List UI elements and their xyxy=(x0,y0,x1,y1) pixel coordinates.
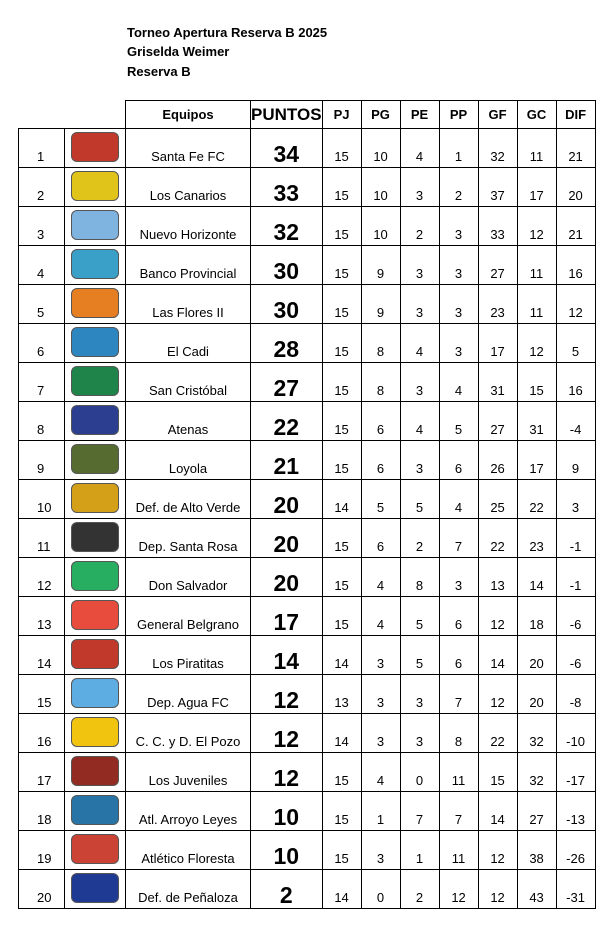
cell-pj: 15 xyxy=(322,129,361,168)
cell-pp: 3 xyxy=(439,285,478,324)
table-row xyxy=(19,285,596,324)
cell-gf: 17 xyxy=(478,324,517,363)
cell-pts: 20 xyxy=(251,558,323,597)
team-crest-cell xyxy=(65,480,126,519)
cell-pos: 14 xyxy=(19,636,65,675)
team-crest-cell xyxy=(65,324,126,363)
cell-gc: 15 xyxy=(517,363,556,402)
cell-gf: 25 xyxy=(478,480,517,519)
cell-pts: 34 xyxy=(251,129,323,168)
cell-dif: -8 xyxy=(556,675,595,714)
cell-pe: 5 xyxy=(400,636,439,675)
cell-team: Atenas xyxy=(126,402,251,441)
cell-pj: 15 xyxy=(322,441,361,480)
cell-team: General Belgrano xyxy=(126,597,251,636)
team-crest-icon xyxy=(71,834,119,864)
cell-dif: 21 xyxy=(556,207,595,246)
cell-pos: 13 xyxy=(19,597,65,636)
cell-gc: 31 xyxy=(517,402,556,441)
cell-pe: 2 xyxy=(400,870,439,909)
team-crest-cell xyxy=(65,675,126,714)
cell-pe: 4 xyxy=(400,129,439,168)
cell-pts: 12 xyxy=(251,753,323,792)
cell-team: Banco Provincial xyxy=(126,246,251,285)
cell-gc: 32 xyxy=(517,714,556,753)
team-crest-cell xyxy=(65,246,126,285)
table-row xyxy=(19,870,596,909)
team-crest-icon xyxy=(71,366,119,396)
cell-pp: 4 xyxy=(439,480,478,519)
cell-gf: 13 xyxy=(478,558,517,597)
cell-gf: 26 xyxy=(478,441,517,480)
team-crest-icon xyxy=(71,483,119,513)
cell-pg: 8 xyxy=(361,363,400,402)
table-row xyxy=(19,363,596,402)
cell-gf: 12 xyxy=(478,870,517,909)
table-row xyxy=(19,168,596,207)
header-blank xyxy=(19,101,126,129)
cell-team: Los Piratitas xyxy=(126,636,251,675)
cell-pp: 11 xyxy=(439,753,478,792)
table-row xyxy=(19,792,596,831)
cell-pg: 4 xyxy=(361,597,400,636)
cell-pts: 33 xyxy=(251,168,323,207)
cell-pj: 15 xyxy=(322,324,361,363)
cell-pos: 18 xyxy=(19,792,65,831)
team-crest-icon xyxy=(71,717,119,747)
cell-pts: 21 xyxy=(251,441,323,480)
table-row xyxy=(19,441,596,480)
col-pj: PJ xyxy=(322,101,361,129)
team-crest-cell xyxy=(65,519,126,558)
cell-gc: 38 xyxy=(517,831,556,870)
cell-pos: 12 xyxy=(19,558,65,597)
cell-dif: -4 xyxy=(556,402,595,441)
category-name: Reserva B xyxy=(127,64,191,79)
cell-gc: 12 xyxy=(517,207,556,246)
cell-gf: 15 xyxy=(478,753,517,792)
cell-dif: 9 xyxy=(556,441,595,480)
tournament-title: Torneo Apertura Reserva B 2025 xyxy=(127,25,328,40)
cell-pos: 19 xyxy=(19,831,65,870)
table-row xyxy=(19,324,596,363)
cell-pj: 15 xyxy=(322,792,361,831)
cell-pe: 2 xyxy=(400,519,439,558)
cell-dif: 16 xyxy=(556,363,595,402)
cell-pos: 3 xyxy=(19,207,65,246)
cell-dif: -6 xyxy=(556,636,595,675)
cell-gf: 14 xyxy=(478,792,517,831)
cell-dif: -6 xyxy=(556,597,595,636)
cell-team: Las Flores II xyxy=(126,285,251,324)
cell-pj: 15 xyxy=(322,285,361,324)
cell-pj: 15 xyxy=(322,753,361,792)
cell-pe: 3 xyxy=(400,363,439,402)
team-crest-icon xyxy=(71,639,119,669)
cell-pg: 5 xyxy=(361,480,400,519)
cell-dif: 12 xyxy=(556,285,595,324)
cell-pts: 27 xyxy=(251,363,323,402)
cell-dif: -31 xyxy=(556,870,595,909)
cell-dif: 16 xyxy=(556,246,595,285)
cell-pg: 6 xyxy=(361,519,400,558)
cell-pp: 6 xyxy=(439,441,478,480)
cell-pts: 17 xyxy=(251,597,323,636)
cell-team: Def. de Alto Verde xyxy=(126,480,251,519)
cell-dif: 5 xyxy=(556,324,595,363)
cell-pos: 10 xyxy=(19,480,65,519)
cell-pos: 17 xyxy=(19,753,65,792)
cell-pp: 3 xyxy=(439,207,478,246)
cell-pg: 6 xyxy=(361,441,400,480)
cell-pp: 7 xyxy=(439,675,478,714)
team-crest-cell xyxy=(65,597,126,636)
cell-dif: 21 xyxy=(556,129,595,168)
cell-pts: 14 xyxy=(251,636,323,675)
cell-pe: 3 xyxy=(400,285,439,324)
cell-pe: 4 xyxy=(400,324,439,363)
cell-pts: 12 xyxy=(251,714,323,753)
cell-pe: 3 xyxy=(400,441,439,480)
cell-pp: 8 xyxy=(439,714,478,753)
team-crest-icon xyxy=(71,561,119,591)
team-crest-icon xyxy=(71,132,119,162)
cell-pj: 15 xyxy=(322,831,361,870)
cell-gf: 37 xyxy=(478,168,517,207)
cell-gc: 14 xyxy=(517,558,556,597)
team-crest-icon xyxy=(71,873,119,903)
cell-pe: 3 xyxy=(400,168,439,207)
team-crest-cell xyxy=(65,792,126,831)
cell-pg: 10 xyxy=(361,129,400,168)
cell-pp: 7 xyxy=(439,519,478,558)
cell-pos: 16 xyxy=(19,714,65,753)
cell-pj: 15 xyxy=(322,246,361,285)
cell-pg: 3 xyxy=(361,675,400,714)
team-crest-icon xyxy=(71,444,119,474)
team-crest-cell xyxy=(65,402,126,441)
team-crest-icon xyxy=(71,249,119,279)
cell-pe: 3 xyxy=(400,714,439,753)
cell-team: El Cadi xyxy=(126,324,251,363)
table-row xyxy=(19,753,596,792)
cell-gf: 12 xyxy=(478,597,517,636)
cell-pg: 10 xyxy=(361,207,400,246)
cell-team: C. C. y D. El Pozo xyxy=(126,714,251,753)
cell-pp: 6 xyxy=(439,636,478,675)
cell-gc: 12 xyxy=(517,324,556,363)
cell-pts: 20 xyxy=(251,480,323,519)
cell-gc: 20 xyxy=(517,675,556,714)
cell-pj: 13 xyxy=(322,675,361,714)
cell-pp: 12 xyxy=(439,870,478,909)
cell-pg: 1 xyxy=(361,792,400,831)
team-crest-cell xyxy=(65,558,126,597)
cell-dif: 3 xyxy=(556,480,595,519)
cell-pg: 9 xyxy=(361,285,400,324)
cell-gc: 11 xyxy=(517,129,556,168)
team-crest-cell xyxy=(65,168,126,207)
cell-pos: 8 xyxy=(19,402,65,441)
cell-pp: 1 xyxy=(439,129,478,168)
cell-pe: 1 xyxy=(400,831,439,870)
cell-pe: 5 xyxy=(400,597,439,636)
cell-pg: 3 xyxy=(361,831,400,870)
col-dif: DIF xyxy=(556,101,595,129)
cell-pj: 15 xyxy=(322,168,361,207)
cell-pj: 14 xyxy=(322,870,361,909)
cell-pe: 2 xyxy=(400,207,439,246)
cell-gc: 11 xyxy=(517,246,556,285)
team-crest-cell xyxy=(65,753,126,792)
cell-pg: 3 xyxy=(361,714,400,753)
table-row xyxy=(19,207,596,246)
cell-pts: 20 xyxy=(251,519,323,558)
cell-dif: -10 xyxy=(556,714,595,753)
cell-team: Santa Fe FC xyxy=(126,129,251,168)
table-row xyxy=(19,714,596,753)
team-crest-icon xyxy=(71,327,119,357)
cell-pg: 0 xyxy=(361,870,400,909)
cell-pp: 6 xyxy=(439,597,478,636)
cell-pos: 4 xyxy=(19,246,65,285)
cell-gc: 17 xyxy=(517,441,556,480)
team-crest-cell xyxy=(65,441,126,480)
cell-team: Los Juveniles xyxy=(126,753,251,792)
cell-gf: 27 xyxy=(478,246,517,285)
table-row xyxy=(19,636,596,675)
table-row xyxy=(19,831,596,870)
cell-pe: 3 xyxy=(400,246,439,285)
cell-pg: 9 xyxy=(361,246,400,285)
cell-pts: 30 xyxy=(251,285,323,324)
cell-pe: 8 xyxy=(400,558,439,597)
cell-dif: 20 xyxy=(556,168,595,207)
cell-gf: 33 xyxy=(478,207,517,246)
cell-pts: 10 xyxy=(251,792,323,831)
cell-gc: 11 xyxy=(517,285,556,324)
team-crest-icon xyxy=(71,522,119,552)
cell-gc: 22 xyxy=(517,480,556,519)
cell-pos: 5 xyxy=(19,285,65,324)
cell-pj: 15 xyxy=(322,519,361,558)
team-crest-icon xyxy=(71,288,119,318)
cell-pe: 4 xyxy=(400,402,439,441)
cell-gc: 20 xyxy=(517,636,556,675)
cell-pj: 14 xyxy=(322,714,361,753)
col-equipos: Equipos xyxy=(126,101,251,129)
table-row xyxy=(19,675,596,714)
cell-dif: -26 xyxy=(556,831,595,870)
team-crest-icon xyxy=(71,756,119,786)
cell-pg: 8 xyxy=(361,324,400,363)
cell-pos: 9 xyxy=(19,441,65,480)
team-crest-cell xyxy=(65,831,126,870)
cell-pp: 3 xyxy=(439,324,478,363)
cell-dif: -13 xyxy=(556,792,595,831)
cell-pos: 1 xyxy=(19,129,65,168)
cell-team: Nuevo Horizonte xyxy=(126,207,251,246)
cell-team: Def. de Peñaloza xyxy=(126,870,251,909)
col-pg: PG xyxy=(361,101,400,129)
team-crest-cell xyxy=(65,870,126,909)
cell-team: Dep. Santa Rosa xyxy=(126,519,251,558)
author-name: Griselda Weimer xyxy=(127,44,230,59)
team-crest-cell xyxy=(65,129,126,168)
cell-pj: 14 xyxy=(322,636,361,675)
cell-gf: 23 xyxy=(478,285,517,324)
team-crest-icon xyxy=(71,405,119,435)
cell-pp: 11 xyxy=(439,831,478,870)
cell-pp: 3 xyxy=(439,558,478,597)
col-puntos: PUNTOS xyxy=(251,101,323,129)
cell-pg: 4 xyxy=(361,753,400,792)
cell-pg: 4 xyxy=(361,558,400,597)
cell-gc: 17 xyxy=(517,168,556,207)
cell-pp: 5 xyxy=(439,402,478,441)
cell-gc: 23 xyxy=(517,519,556,558)
cell-pts: 12 xyxy=(251,675,323,714)
cell-dif: -17 xyxy=(556,753,595,792)
cell-gf: 27 xyxy=(478,402,517,441)
cell-pos: 15 xyxy=(19,675,65,714)
cell-gf: 22 xyxy=(478,714,517,753)
cell-pp: 7 xyxy=(439,792,478,831)
cell-pj: 15 xyxy=(322,402,361,441)
team-crest-icon xyxy=(71,210,119,240)
col-pe: PE xyxy=(400,101,439,129)
team-crest-icon xyxy=(71,171,119,201)
cell-team: San Cristóbal xyxy=(126,363,251,402)
cell-pts: 28 xyxy=(251,324,323,363)
cell-pts: 30 xyxy=(251,246,323,285)
cell-pj: 14 xyxy=(322,480,361,519)
cell-dif: -1 xyxy=(556,519,595,558)
cell-pos: 2 xyxy=(19,168,65,207)
cell-pg: 10 xyxy=(361,168,400,207)
team-crest-cell xyxy=(65,207,126,246)
cell-gc: 27 xyxy=(517,792,556,831)
table-row xyxy=(19,558,596,597)
cell-team: Don Salvador xyxy=(126,558,251,597)
cell-pos: 6 xyxy=(19,324,65,363)
cell-pe: 7 xyxy=(400,792,439,831)
team-crest-cell xyxy=(65,714,126,753)
team-crest-cell xyxy=(65,285,126,324)
table-row xyxy=(19,402,596,441)
cell-pj: 15 xyxy=(322,207,361,246)
team-crest-cell xyxy=(65,363,126,402)
cell-pos: 20 xyxy=(19,870,65,909)
cell-gf: 31 xyxy=(478,363,517,402)
cell-pts: 22 xyxy=(251,402,323,441)
cell-pp: 2 xyxy=(439,168,478,207)
cell-pe: 5 xyxy=(400,480,439,519)
cell-team: Loyola xyxy=(126,441,251,480)
table-row xyxy=(19,480,596,519)
cell-pos: 7 xyxy=(19,363,65,402)
cell-gc: 32 xyxy=(517,753,556,792)
cell-team: Atlético Floresta xyxy=(126,831,251,870)
cell-pts: 10 xyxy=(251,831,323,870)
cell-pg: 3 xyxy=(361,636,400,675)
table-row xyxy=(19,246,596,285)
cell-team: Dep. Agua FC xyxy=(126,675,251,714)
cell-pe: 0 xyxy=(400,753,439,792)
cell-gf: 12 xyxy=(478,831,517,870)
cell-gf: 32 xyxy=(478,129,517,168)
team-crest-icon xyxy=(71,795,119,825)
cell-gf: 12 xyxy=(478,675,517,714)
table-row xyxy=(19,597,596,636)
cell-pj: 15 xyxy=(322,597,361,636)
cell-pp: 4 xyxy=(439,363,478,402)
cell-pp: 3 xyxy=(439,246,478,285)
cell-dif: -1 xyxy=(556,558,595,597)
cell-pg: 6 xyxy=(361,402,400,441)
cell-gf: 22 xyxy=(478,519,517,558)
team-crest-cell xyxy=(65,636,126,675)
team-crest-icon xyxy=(71,600,119,630)
cell-pj: 15 xyxy=(322,558,361,597)
cell-gc: 18 xyxy=(517,597,556,636)
cell-gf: 14 xyxy=(478,636,517,675)
cell-gc: 43 xyxy=(517,870,556,909)
standings-table xyxy=(18,100,596,909)
cell-team: Los Canarios xyxy=(126,168,251,207)
team-crest-icon xyxy=(71,678,119,708)
col-gc: GC xyxy=(517,101,556,129)
header-row xyxy=(19,101,596,129)
cell-pts: 32 xyxy=(251,207,323,246)
table-row xyxy=(19,129,596,168)
cell-pts: 2 xyxy=(251,870,323,909)
col-pp: PP xyxy=(439,101,478,129)
col-gf: GF xyxy=(478,101,517,129)
cell-pos: 11 xyxy=(19,519,65,558)
cell-pe: 3 xyxy=(400,675,439,714)
table-row xyxy=(19,519,596,558)
cell-team: Atl. Arroyo Leyes xyxy=(126,792,251,831)
cell-pj: 15 xyxy=(322,363,361,402)
